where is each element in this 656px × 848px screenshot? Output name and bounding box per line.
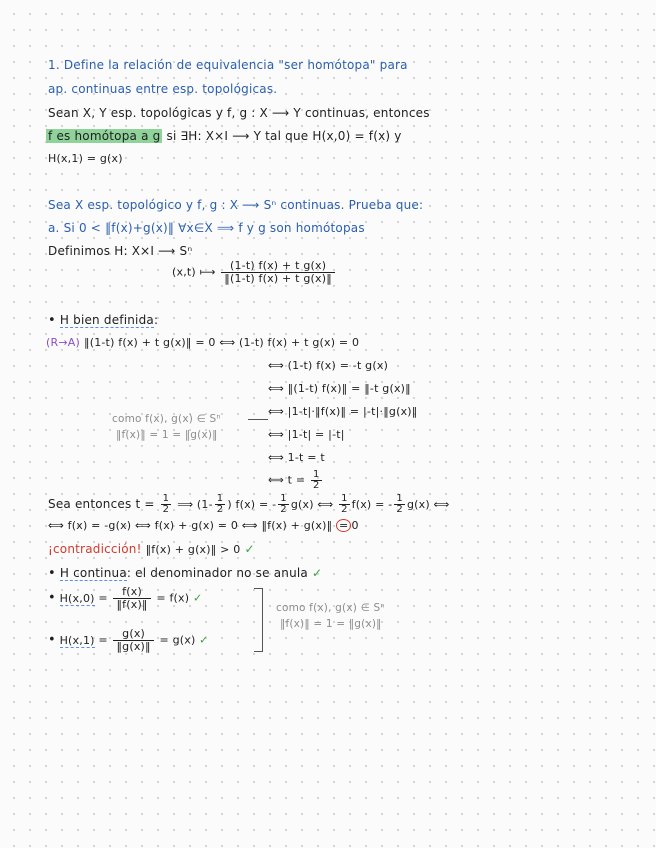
half-den: 2 [396, 504, 403, 515]
homotopy-highlight: f es homótopa a g [48, 129, 161, 143]
half-den: 2 [216, 504, 224, 515]
section1-line2 [46, 129, 402, 143]
sea-part-e: g(x) ⟺ [406, 498, 450, 511]
wd-step-1: ⟺ (1-t) f(x) = -t g(x) [268, 359, 389, 372]
half-num: 1 [162, 493, 170, 504]
sea-part-d: f(x) = - [351, 498, 393, 511]
check-icon: ✓ [192, 591, 203, 605]
wd-step-2: ⟺ ‖(1-t) f(x)‖ = ‖-t g(x)‖ [268, 382, 411, 395]
section1-line2-rest: si ∃H: X×I ⟶ Y tal que H(x,0) = f(x) y [162, 129, 402, 143]
circled-equals: = [336, 519, 351, 532]
side-note2-line2: ‖f(x)‖ = 1 = ‖g(x)‖ [280, 618, 382, 630]
well-defined-heading-line [48, 313, 158, 328]
H1-rhs: = g(x) [159, 633, 196, 647]
contradiction-label: ¡contradicción! [48, 542, 142, 556]
bullet-icon: • [48, 313, 56, 328]
well-defined-heading: H bien definida [59, 313, 154, 327]
H-mapping-fraction [221, 260, 335, 285]
continuity-reason: : el denominador no se anula [126, 566, 308, 580]
sea-prefix: Sea entonces t = [48, 497, 155, 511]
half-num: 1 [313, 469, 320, 480]
bullet-icon: • [48, 590, 56, 606]
wd-step-4: ⟺ |1-t| = |-t| [268, 428, 345, 441]
section1-line3: H(x,1) = g(x) [48, 152, 123, 165]
half-num: 1 [396, 493, 403, 504]
section2-title-line2: a. Si 0 < ‖f(x)+g(x)‖ ∀x∈X ⟹ f y g son homótopas [48, 221, 365, 235]
check-icon: ✓ [312, 566, 323, 580]
wd-step-5: ⟺ 1-t = t [268, 451, 325, 464]
wd-step-6 [268, 470, 324, 491]
half-num: 1 [341, 493, 348, 504]
H0-fraction [113, 586, 150, 611]
half-fraction [215, 494, 226, 515]
half-den: 2 [341, 504, 348, 515]
H-mapping-numerator: (1-t) f(x) + t g(x) [229, 259, 327, 272]
half-den: 2 [280, 504, 287, 515]
continuity-line [48, 566, 322, 581]
H-mapping [172, 260, 337, 285]
section2-title-line1: Sea X esp. topológico y f, g : X ⟶ Sⁿ continuas. Prueba que: [48, 198, 424, 212]
right-bracket [254, 588, 263, 652]
sea-entonces-line [48, 494, 450, 515]
equivalence-chain: ⟺ f(x) = -g(x) ⟺ f(x) + g(x) = 0 ⟺ ‖f(x) + g(x)‖ [48, 519, 333, 532]
H1-num: g(x) [122, 627, 146, 640]
wd-step-3: ⟺ |1-t|·‖f(x)‖ = |-t|·‖g(x)‖ [268, 405, 418, 418]
half-fraction [161, 494, 172, 515]
bullet-icon: • [48, 566, 56, 581]
half-fraction [311, 470, 322, 491]
contradiction-line [48, 542, 255, 557]
wd-step-6-prefix: ⟺ t = [268, 473, 306, 487]
H1-den: ‖g(x)‖ [113, 640, 153, 653]
half-den: 2 [313, 480, 320, 491]
H0-rhs: = f(x) [156, 591, 190, 605]
side-note2-line1: como f(x), g(x) ∈ Sⁿ [276, 602, 385, 614]
H1-label: H(x,1) [59, 633, 95, 647]
H-mapping-left: (x,t) ⟼ [172, 265, 216, 279]
check-icon: ✓ [199, 633, 209, 647]
H1-line [48, 628, 209, 653]
H0-eq: = [98, 591, 108, 605]
H0-den: ‖f(x)‖ [113, 598, 150, 611]
section1-title-line2: ap. continuas entre esp. topológicas. [48, 82, 278, 96]
sea-part-c: g(x) ⟺ [290, 498, 338, 511]
half-fraction [278, 494, 289, 515]
equivalence-chain-line [48, 519, 359, 533]
section1-line1: Sean X, Y esp. topológicas y f, g : X ⟶ Y continuas, entonces [48, 106, 430, 120]
section1-title-line1: 1. Define la relación de equivalencia "ser homótopa" para [48, 58, 408, 72]
side-note1-connector [248, 419, 268, 420]
sea-part-a: ⟹ (1- [177, 498, 213, 511]
contradiction-statement: ‖f(x) + g(x)‖ > 0 [145, 543, 241, 556]
half-fraction [339, 494, 350, 515]
continuity-heading: H continua [59, 566, 127, 580]
bullet-icon: • [48, 632, 56, 648]
H-mapping-denominator: ‖(1-t) f(x) + t g(x)‖ [221, 272, 335, 285]
half-fraction [394, 494, 405, 515]
H0-line [48, 586, 202, 611]
well-defined-colon: : [153, 313, 159, 327]
wd-first-line: ‖(1-t) f(x) + t g(x)‖ = 0 ⟺ (1-t) f(x) + t g(x) = 0 [84, 336, 360, 349]
H0-num: f(x) [122, 585, 142, 598]
check-icon: ✓ [244, 542, 255, 556]
half-den: 2 [162, 504, 170, 515]
reduction-tag: (R→A) [46, 336, 80, 349]
sea-part-b: ) f(x) = - [227, 498, 277, 511]
H1-eq: = [98, 633, 108, 647]
H0-label: H(x,0) [59, 591, 95, 605]
half-num: 1 [216, 493, 224, 504]
define-H-line: Definimos H: X×I ⟶ Sⁿ [48, 244, 193, 258]
half-num: 1 [280, 493, 287, 504]
side-note1-line1: como f(x), g(x) ∈ Sⁿ [112, 413, 221, 425]
equivalence-chain-end: 0 [351, 519, 359, 532]
H1-fraction [113, 628, 153, 653]
side-note1-line2: ‖f(x)‖ = 1 = ‖g(x)‖ [116, 429, 218, 441]
